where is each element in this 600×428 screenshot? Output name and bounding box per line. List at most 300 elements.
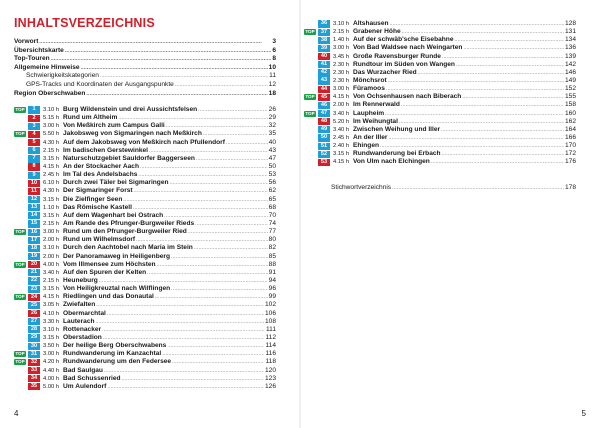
tour-number-badge: 51 [318, 143, 330, 150]
leader-dots [149, 147, 268, 155]
tour-row[interactable] [14, 171, 276, 179]
tour-name: Auf der schwäb'sche Eisebahne [353, 36, 454, 44]
tour-number-badge: 2 [28, 115, 40, 122]
leader-dots [455, 36, 564, 44]
leader-dots [418, 69, 564, 77]
tour-name: Im Tal des Andelsbachs [63, 171, 138, 179]
tour-page: 155 [564, 93, 576, 101]
tour-number-badge: 19 [28, 253, 40, 260]
tour-number-badge: 15 [28, 220, 40, 227]
tour-page: 116 [265, 350, 276, 358]
tour-page: 108 [264, 317, 276, 325]
tour-number-badge: 46 [318, 102, 330, 109]
index-page: 178 [564, 184, 576, 191]
top-badge: TOP [15, 131, 25, 137]
leader-dots [390, 20, 564, 28]
tour-name: Grabener Höhe [353, 28, 401, 36]
leader-dots [392, 184, 564, 193]
tour-name: Durch den Aachtobel nach Maria im Stein [63, 244, 193, 252]
tour-page: 68 [268, 203, 276, 211]
tour-page: 114 [265, 342, 276, 350]
tour-row[interactable] [14, 261, 276, 269]
tour-name: Der Sigmaringer Forst [63, 187, 133, 195]
leader-dots [100, 72, 268, 81]
tour-duration: 2.15 h [333, 29, 350, 36]
tour-number-badge: 25 [28, 302, 40, 309]
tour-row[interactable] [304, 20, 576, 28]
tour-page: 35 [268, 130, 276, 138]
tour-number-badge: 24 [28, 294, 40, 301]
tour-name: Zwiefalten [63, 301, 96, 309]
tour-name: Vom Illmensee zum Höchsten [63, 260, 156, 268]
leader-dots [39, 38, 271, 47]
tour-number-badge: 20 [28, 261, 40, 268]
tour-row[interactable] [14, 114, 276, 122]
leader-dots [102, 326, 265, 334]
tour-duration: 2.00 h [43, 253, 60, 260]
tour-number-badge: 45 [318, 94, 330, 101]
tour-row[interactable] [14, 244, 276, 252]
tour-row[interactable] [14, 358, 276, 366]
tour-page: 149 [564, 76, 576, 84]
tour-page: 96 [268, 285, 276, 293]
toc-entry[interactable] [14, 38, 276, 47]
tour-number-badge: 1 [28, 106, 40, 113]
tour-page: 88 [268, 260, 276, 268]
leader-dots [171, 253, 268, 261]
leader-dots [157, 261, 268, 269]
tour-page: 111 [265, 325, 276, 333]
tour-number-badge: 38 [318, 37, 330, 44]
toc-entry-title: Vorwort [14, 38, 39, 45]
tour-page: 126 [264, 382, 276, 390]
toc-entry[interactable] [14, 90, 276, 99]
tour-number-badge: 6 [28, 147, 40, 154]
tour-row[interactable] [14, 130, 276, 138]
tour-number-badge: 47 [318, 110, 330, 117]
leader-dots [380, 142, 564, 150]
tour-name: Auf den Spuren der Kelten [63, 268, 147, 276]
leader-dots [107, 383, 264, 391]
leader-dots [103, 334, 265, 342]
tour-number-badge: 14 [28, 212, 40, 219]
index-entry[interactable] [331, 184, 576, 193]
tour-name: Jakobsweg von Sigmaringen nach Meßkirch [63, 130, 202, 138]
leader-dots [134, 187, 268, 195]
tour-page: 170 [564, 142, 576, 150]
tour-page: 139 [564, 52, 576, 60]
tour-number-badge: 29 [28, 334, 40, 341]
tour-number-badge: 23 [28, 286, 40, 293]
tour-duration: 4.40 h [43, 367, 60, 374]
tour-number-badge: 17 [28, 237, 40, 244]
leader-dots [399, 118, 564, 126]
page-number-left: 4 [14, 409, 19, 418]
tour-row[interactable] [14, 228, 276, 236]
leader-dots [133, 204, 268, 212]
tour-name: Obermarchtal [63, 309, 106, 317]
tour-name: Laupheim [353, 109, 385, 117]
tour-number-badge: 7 [28, 155, 40, 162]
tour-number-badge: 36 [318, 20, 330, 27]
tour-duration: 1.10 h [43, 204, 60, 211]
top-badge: TOP [15, 261, 25, 267]
tour-name: Zwischen Weihung und Iller [353, 125, 441, 133]
tour-name: Oberstadion [63, 333, 102, 341]
leader-dots [51, 55, 272, 64]
tour-row[interactable] [14, 269, 276, 277]
tour-row[interactable] [14, 187, 276, 195]
leader-dots [463, 44, 564, 52]
tour-number-badge: 12 [28, 196, 40, 203]
tour-number-badge: 11 [28, 188, 40, 195]
tour-name: Heuneburg [63, 276, 98, 284]
tour-row[interactable] [304, 69, 576, 77]
top-badge: TOP [15, 359, 25, 365]
leader-dots [194, 244, 268, 252]
tour-name: Der heilige Berg Oberschwabens [63, 342, 167, 350]
tour-row[interactable] [304, 134, 576, 142]
tour-duration: 3.10 h [333, 21, 350, 27]
tour-row[interactable] [14, 236, 276, 244]
tour-name: Ehingen [353, 142, 380, 150]
tour-row[interactable] [14, 318, 276, 326]
leader-dots [386, 85, 564, 93]
toc-entry-page: 6 [272, 46, 276, 54]
tour-row[interactable] [14, 293, 276, 301]
tour-duration: 4.20 h [43, 359, 60, 366]
leader-dots [104, 367, 264, 375]
top-cell [14, 130, 28, 138]
page-number-right: 5 [581, 409, 586, 418]
tour-page: 131 [564, 28, 576, 36]
leader-dots [175, 81, 268, 90]
tour-number-badge: 35 [28, 383, 40, 390]
tour-page: 128 [564, 20, 576, 27]
tour-name: Riedlingen und das Donautal [63, 293, 154, 301]
right-page [301, 0, 600, 428]
leader-dots [86, 90, 267, 99]
toc-entry[interactable] [14, 64, 276, 73]
tour-duration: 5.00 h [43, 383, 60, 390]
tour-name: Rund um Wilhelmsdorf [63, 236, 136, 244]
tour-number-badge: 13 [28, 204, 40, 211]
tour-row[interactable] [304, 158, 576, 166]
tour-name: Altshausen [353, 20, 389, 27]
toc-entry-title: Region Oberschwaben [14, 89, 86, 97]
tour-row[interactable] [304, 93, 576, 101]
tour-number-badge: 18 [28, 245, 40, 252]
tour-duration: 2.45 h [333, 134, 350, 141]
tour-page: 106 [264, 309, 276, 317]
tour-duration: 4.15 h [333, 159, 350, 166]
tour-row[interactable] [14, 122, 276, 130]
tour-row[interactable] [14, 212, 276, 220]
tour-page: 47 [268, 154, 276, 162]
tour-duration: 6.10 h [43, 180, 60, 187]
tour-row[interactable] [304, 61, 576, 69]
tour-name: Mönchsrot [353, 76, 387, 84]
tour-row[interactable] [304, 142, 576, 150]
tour-page: 85 [268, 252, 276, 260]
tour-name: Von Bad Waldsee nach Weingarten [353, 44, 463, 52]
leader-dots [441, 126, 564, 134]
tour-number-badge: 53 [318, 159, 330, 166]
tour-row[interactable] [304, 110, 576, 118]
tour-duration: 2.40 h [333, 143, 350, 150]
toc-entry[interactable] [14, 55, 276, 64]
leader-dots [402, 28, 564, 36]
top-badge: TOP [305, 29, 315, 35]
leader-dots [226, 139, 268, 147]
leader-dots [170, 179, 268, 187]
tour-number-badge: 26 [28, 310, 40, 317]
tour-duration: 3.40 h [333, 126, 350, 133]
tour-row[interactable] [14, 334, 276, 342]
top-cell [14, 358, 28, 366]
tour-page: 40 [268, 138, 276, 146]
tour-duration: 2.15 h [43, 277, 60, 284]
leader-dots [388, 134, 564, 142]
tour-row[interactable] [14, 301, 276, 309]
toc-entry-page: 18 [268, 89, 276, 97]
leader-dots [401, 101, 564, 109]
top-cell [14, 293, 28, 301]
tour-row[interactable] [14, 310, 276, 318]
tour-page: 152 [564, 85, 576, 93]
tour-duration: 4.00 h [43, 261, 60, 268]
tour-number-badge: 8 [28, 163, 40, 170]
tour-duration: 2.00 h [43, 237, 60, 244]
top-badge: TOP [15, 229, 25, 235]
tour-number-badge: 27 [28, 318, 40, 325]
tour-page: 120 [264, 366, 276, 374]
tour-name: Von Ochsenhausen nach Biberach [353, 93, 462, 101]
tour-duration: 2.45 h [43, 172, 60, 179]
tour-name: Auf dem Jakobsweg von Meßkirch nach Pfullendorf [63, 138, 225, 146]
leader-dots [136, 236, 268, 244]
tour-row[interactable] [14, 342, 276, 350]
tour-number-badge: 31 [28, 351, 40, 358]
tour-row[interactable] [14, 220, 276, 228]
top-badge: TOP [15, 294, 25, 300]
tour-page: 164 [564, 125, 576, 133]
tour-name: Von Meßkirch zum Campus Galli [63, 122, 165, 130]
leader-dots [188, 228, 268, 236]
tour-row[interactable] [14, 383, 276, 391]
top-badge: TOP [15, 107, 25, 112]
tour-name: Rundwanderung im Kanzachtal [63, 350, 162, 358]
tour-page: 142 [564, 60, 576, 68]
tour-name: Rundwanderung um den Federsee [63, 358, 172, 366]
tour-number-badge: 40 [318, 53, 330, 60]
toc-entry[interactable] [14, 81, 276, 90]
tour-name: An der Iller [353, 133, 388, 141]
tour-duration: 3.00 h [333, 45, 350, 52]
tour-duration: 3.15 h [43, 212, 60, 219]
tour-row[interactable] [304, 150, 576, 158]
tour-row[interactable] [304, 44, 576, 52]
tour-number-badge: 9 [28, 172, 40, 179]
toc-entry-title: Übersichtskarte [14, 46, 64, 54]
tour-duration: 4.30 h [43, 188, 60, 195]
leader-dots [442, 150, 564, 158]
tour-row[interactable] [14, 147, 276, 155]
tour-name: Der Panoramaweg in Heiligenberg [63, 252, 170, 260]
tour-row[interactable] [14, 367, 276, 375]
tour-name: Durch zwei Täler bei Sigmaringen [63, 179, 169, 187]
tour-row[interactable] [14, 163, 276, 171]
tour-row[interactable] [304, 101, 576, 109]
tour-duration: 3.15 h [333, 151, 350, 158]
tour-name: Von Ulm nach Elchingen [353, 158, 430, 166]
tour-name: Burg Wildenstein und drei Aussichtsfelsen [63, 106, 198, 113]
toc-entry-title: GPS-Tracks und Koordinaten der Ausgangspunkte [26, 80, 174, 88]
tour-duration: 3.50 h [43, 343, 60, 350]
left-page [0, 0, 299, 428]
toc-entry-page: 12 [268, 80, 276, 88]
tour-duration: 4.15 h [333, 94, 350, 101]
tour-row[interactable] [14, 179, 276, 187]
top-badge: TOP [305, 110, 315, 116]
tour-page: 158 [564, 101, 576, 109]
tour-row[interactable] [304, 28, 576, 36]
tour-number-badge: 32 [28, 359, 40, 366]
tour-duration: 1.40 h [333, 37, 350, 44]
tour-number-badge: 28 [28, 326, 40, 333]
tour-number-badge: 50 [318, 134, 330, 141]
tour-duration: 3.45 h [333, 53, 350, 60]
tour-name: Das Römische Kastell [63, 203, 132, 211]
tour-row[interactable] [14, 204, 276, 212]
tour-row[interactable] [304, 53, 576, 61]
tour-row[interactable] [14, 326, 276, 334]
tour-page: 62 [268, 187, 276, 195]
tour-duration: 5.20 h [333, 118, 350, 125]
leader-dots [65, 47, 271, 56]
leader-dots [147, 269, 267, 277]
leader-dots [96, 318, 264, 326]
leader-dots [99, 277, 268, 285]
leader-dots [164, 212, 268, 220]
leader-dots [203, 130, 268, 138]
tour-duration: 3.00 h [333, 86, 350, 93]
tour-page: 91 [268, 268, 276, 276]
tour-page: 26 [268, 106, 276, 113]
tour-name: Im Rennerwald [353, 101, 400, 109]
toc-entry-title: Top-Touren [14, 55, 50, 63]
tour-duration: 2.30 h [333, 69, 350, 76]
leader-dots [118, 114, 267, 122]
tour-page: 118 [265, 358, 276, 366]
tour-page: 50 [268, 162, 276, 170]
toc-entry-title: Allgemeine Hinweise [14, 63, 80, 71]
tour-page: 32 [268, 122, 276, 130]
leader-dots [140, 163, 268, 171]
tour-duration: 5.15 h [43, 115, 60, 122]
tour-page: 136 [564, 44, 576, 52]
tour-name: Die Zielfinger Seen [63, 195, 123, 203]
tour-page: 162 [564, 117, 576, 125]
tour-row[interactable] [14, 139, 276, 147]
leader-dots [198, 106, 268, 114]
tour-row[interactable] [14, 196, 276, 204]
tour-duration: 3.00 h [43, 123, 60, 130]
tour-name: Im badischen Gerstewinkel [63, 146, 149, 154]
leader-dots [155, 293, 268, 301]
tour-number-badge: 16 [28, 229, 40, 236]
tour-row[interactable] [304, 36, 576, 44]
leader-dots [388, 77, 564, 85]
tour-row[interactable] [304, 77, 576, 85]
tour-duration: 3.00 h [43, 229, 60, 236]
tour-number-badge: 44 [318, 86, 330, 93]
top-cell [304, 93, 318, 101]
toc-entry[interactable] [14, 72, 276, 81]
tour-page: 77 [268, 228, 276, 236]
tour-duration: 2.30 h [333, 61, 350, 68]
tour-row[interactable] [14, 106, 276, 114]
tour-duration: 3.05 h [43, 302, 60, 309]
tour-page: 56 [268, 179, 276, 187]
tour-name: Um Aulendorf [63, 382, 107, 390]
tour-name: Rundtour im Süden von Wangen [353, 60, 455, 68]
tour-duration: 3.10 h [43, 107, 60, 113]
tour-page: 29 [268, 114, 276, 122]
leader-dots [196, 155, 268, 163]
tour-name: Im Weihungtal [353, 117, 398, 125]
tour-row[interactable] [304, 85, 576, 93]
tour-page: 43 [268, 146, 276, 154]
tour-name: Rund um den Pfrunger-Burgweiler Ried [63, 228, 187, 236]
tour-page: 123 [264, 374, 276, 382]
tour-name: Rundwanderung bei Erbach [353, 150, 441, 158]
top-cell [14, 228, 28, 236]
tour-duration: 3.15 h [43, 196, 60, 203]
tour-row[interactable] [304, 118, 576, 126]
tour-name: Naturschutzgebiet Sauldorfer Baggerseen [63, 154, 195, 162]
toc-entry[interactable] [14, 47, 276, 56]
tour-row[interactable] [14, 350, 276, 358]
tour-page: 160 [564, 109, 576, 117]
tour-duration: 4.30 h [43, 139, 60, 146]
leader-dots [107, 310, 264, 318]
tour-duration: 4.10 h [43, 310, 60, 317]
tour-row[interactable] [14, 155, 276, 163]
leader-dots [456, 61, 564, 69]
tour-duration: 2.30 h [333, 77, 350, 84]
tour-number-badge: 4 [28, 131, 40, 138]
tour-duration: 4.15 h [43, 294, 60, 301]
tour-row[interactable] [14, 375, 276, 383]
tour-row[interactable] [14, 285, 276, 293]
tour-number-badge: 3 [28, 123, 40, 130]
tour-number-badge: 41 [318, 61, 330, 68]
tour-row[interactable] [14, 253, 276, 261]
tour-number-badge: 52 [318, 151, 330, 158]
tour-row[interactable] [304, 126, 576, 134]
leader-dots [122, 375, 264, 383]
tour-page: 172 [564, 150, 576, 158]
tour-number-badge: 10 [28, 180, 40, 187]
tour-duration: 4.15 h [43, 163, 60, 170]
tour-duration: 3.40 h [333, 110, 350, 117]
tour-page: 176 [564, 158, 576, 166]
tour-page: 65 [268, 195, 276, 203]
leader-dots [462, 93, 564, 101]
tour-row[interactable] [14, 277, 276, 285]
toc-entry-page: 3 [272, 38, 276, 45]
